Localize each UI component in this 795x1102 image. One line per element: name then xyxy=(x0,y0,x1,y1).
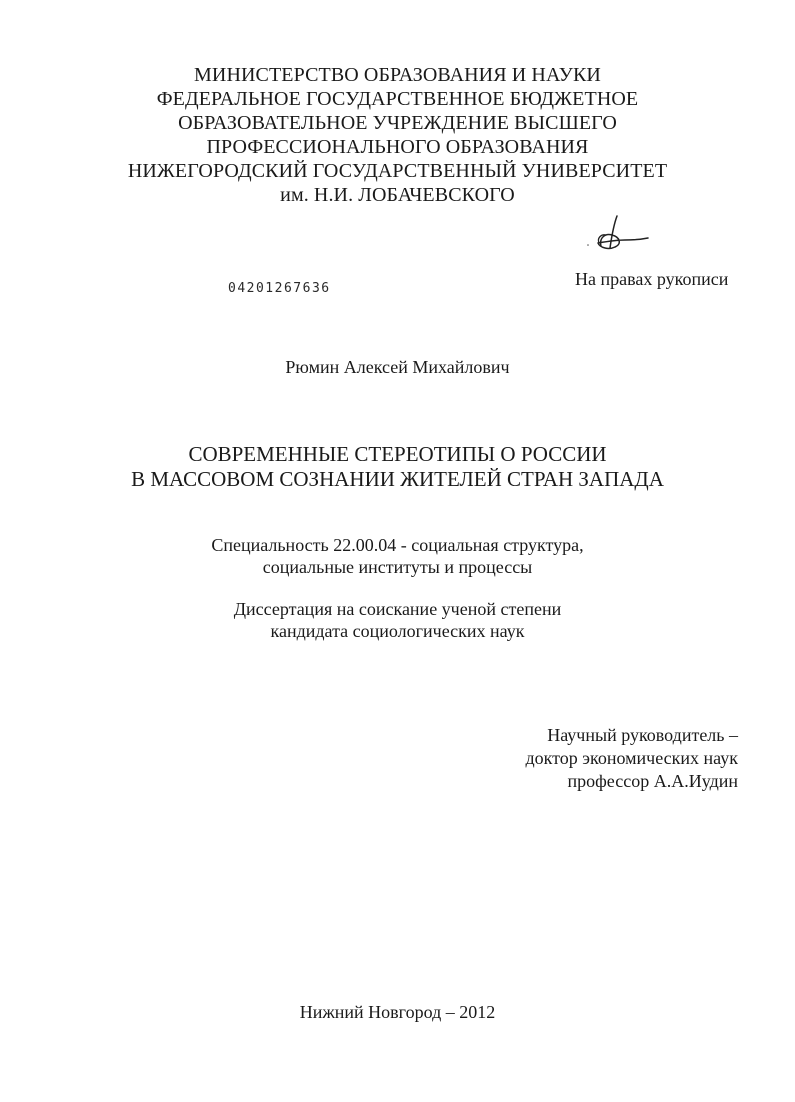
header-line-institution: ОБРАЗОВАТЕЛЬНОЕ УЧРЕЖДЕНИЕ ВЫСШЕГО xyxy=(178,112,617,134)
supervisor-line-degree: доктор экономических наук xyxy=(525,748,738,768)
specialty-line-1: Специальность 22.00.04 - социальная структура, xyxy=(211,535,584,555)
city-year: Нижний Новгород – 2012 xyxy=(299,1002,496,1022)
author-name: Рюмин Алексей Михайлович xyxy=(285,357,510,377)
header-line-ministry: МИНИСТЕРСТВО ОБРАЗОВАНИЯ И НАУКИ xyxy=(194,64,601,86)
header-line-university: НИЖЕГОРОДСКИЙ ГОСУДАРСТВЕННЫЙ УНИВЕРСИТЕТ xyxy=(127,160,668,182)
signature xyxy=(585,212,655,258)
specialty-line-2: социальные институты и процессы xyxy=(262,557,533,577)
specialty xyxy=(0,534,795,578)
header-line-professional: ПРОФЕССИОНАЛЬНОГО ОБРАЗОВАНИЯ xyxy=(206,136,589,158)
supervisor-block xyxy=(526,724,738,793)
degree-line-1: Диссертация на соискание ученой степени xyxy=(233,599,562,619)
title-line-1: СОВРЕМЕННЫЕ СТЕРЕОТИПЫ О РОССИИ xyxy=(188,442,607,466)
manuscript-note: На правах рукописи xyxy=(575,269,729,289)
dissertation-title xyxy=(0,442,795,492)
header-line-federal: ФЕДЕРАЛЬНОЕ ГОСУДАРСТВЕННОЕ БЮДЖЕТНОЕ xyxy=(156,88,639,110)
supervisor-line-name: профессор А.А.Иудин xyxy=(567,771,738,791)
catalog-number: 04201267636 xyxy=(228,281,331,296)
header-line-named-after: им. Н.И. ЛОБАЧЕВСКОГО xyxy=(280,184,515,206)
degree-statement xyxy=(0,598,795,642)
institution-header xyxy=(0,63,795,207)
title-line-2: В МАССОВОМ СОЗНАНИИ ЖИТЕЛЕЙ СТРАН ЗАПАДА xyxy=(131,467,664,491)
degree-line-2: кандидата социологических наук xyxy=(270,621,525,641)
supervisor-line-role: Научный руководитель – xyxy=(547,725,738,745)
